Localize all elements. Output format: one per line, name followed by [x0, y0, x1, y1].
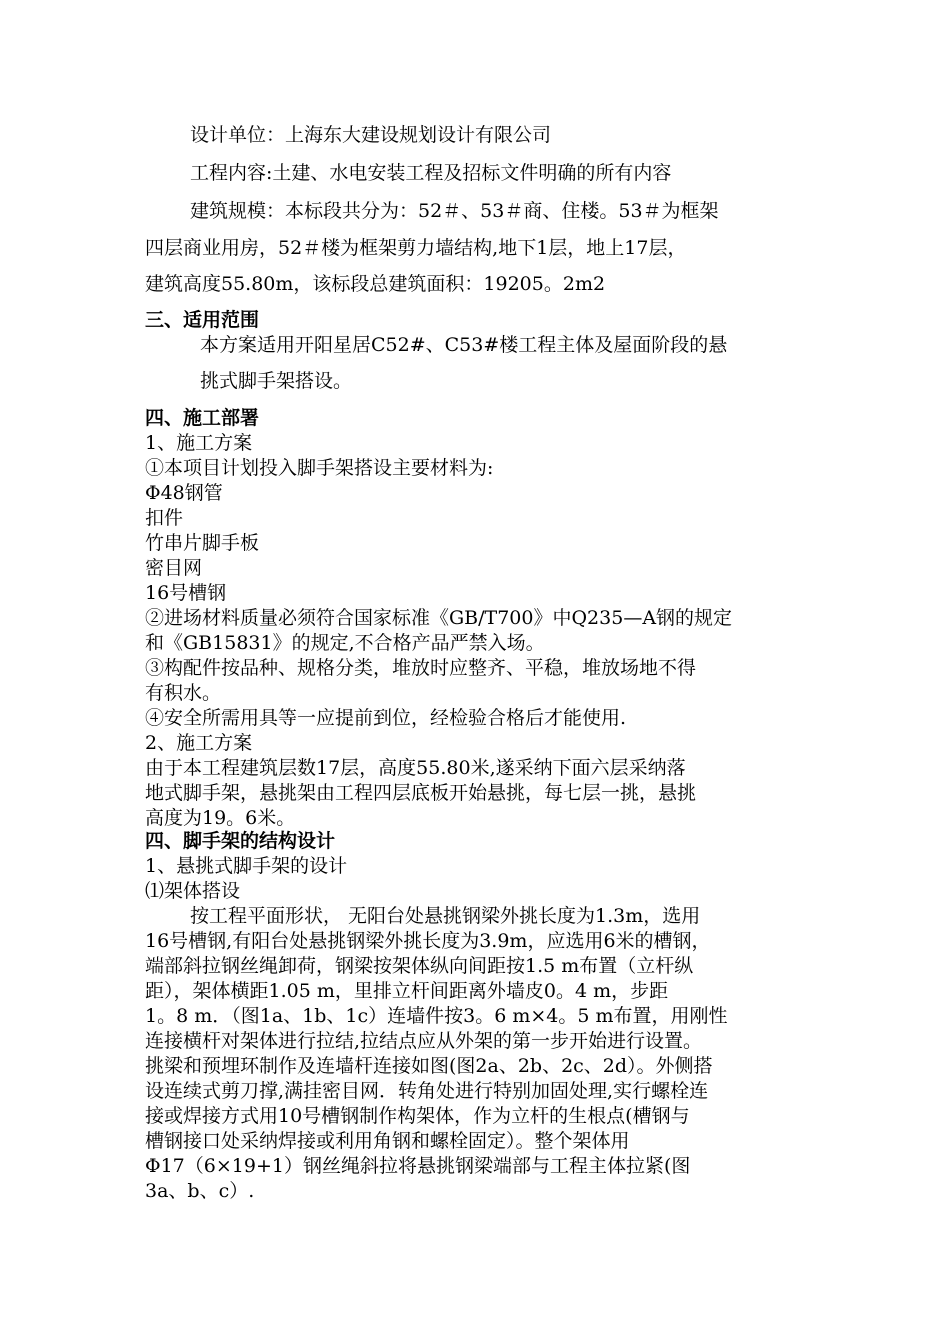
quality-line-2: 和《GB15831》的规定,不合格产品严禁入场。 [145, 632, 545, 654]
storage-line-2: 有积水。 [145, 682, 222, 704]
paragraph-line: 挑梁和预埋环制作及连墙杆连接如图(图2a、2b、2c、2d）。外侧搭 [145, 1055, 713, 1077]
paragraph-line: Φ17（6×19+1）钢丝绳斜拉将悬挑钢梁端部与工程主体拉紧(图 [145, 1155, 691, 1177]
content-line: 工程内容:土建、水电安装工程及招标文件明确的所有内容 [190, 162, 672, 184]
materials-intro: ①本项目计划投入脚手架搭设主要材料为: [145, 457, 494, 479]
paragraph-line: 距），架体横距1.05 m，里排立杆间距离外墙皮0。4 m，步距 [145, 980, 669, 1002]
subheading-frame-erection: ⑴架体搭设 [145, 880, 241, 902]
material-item: 密目网 [145, 557, 203, 579]
scale-line-1: 建筑规模：本标段共分为：52＃、53＃商、住楼。53＃为框架 [190, 200, 719, 222]
design-unit-line: 设计单位：上海东大建设规划设计有限公司 [190, 124, 552, 146]
section-heading-structure: 四、脚手架的结构设计 [145, 830, 336, 852]
scale-line-2: 四层商业用房，52＃楼为框架剪力墙结构,地下1层，地上17层， [145, 237, 687, 259]
plan-line-3: 高度为19。6米。 [145, 807, 296, 829]
material-item: Φ48钢管 [145, 482, 223, 504]
safety-line: ④安全所需用具等一应提前到位，经检验合格后才能使用. [145, 707, 627, 729]
scope-line-2: 挑式脚手架搭设。 [200, 370, 353, 392]
plan-line-1: 由于本工程建筑层数17层，高度55.80米,遂采纳下面六层采纳落 [145, 757, 686, 779]
paragraph-line: 连接横杆对架体进行拉结,拉结点应从外架的第一步开始进行设置。 [145, 1030, 703, 1052]
paragraph-line: 设连续式剪刀撑,满挂密目网．转角处进行特别加固处理,实行螺栓连 [145, 1080, 709, 1102]
scale-line-3: 建筑高度55.80m，该标段总建筑面积：19205。2m2 [145, 273, 606, 295]
material-item: 16号槽钢 [145, 582, 227, 604]
paragraph-line: 3a、b、c）. [145, 1180, 255, 1202]
quality-line-1: ②进场材料质量必须符合国家标准《GB/T700》中Q235—A钢的规定 [145, 607, 733, 629]
section-heading-scope: 三、适用范围 [145, 309, 260, 331]
plan-line-2: 地式脚手架，悬挑架由工程四层底板开始悬挑，每七层一挑，悬挑 [145, 782, 697, 804]
material-item: 竹串片脚手板 [145, 532, 260, 554]
section-heading-deployment: 四、施工部署 [145, 407, 260, 429]
paragraph-line: 1。8 m．（图1a、1b、1c）连墙件按3。6 m×4。5 m布置，用刚性 [145, 1005, 728, 1027]
paragraph-line: 接或焊接方式用10号槽钢制作构架体，作为立杆的生根点(槽钢与 [145, 1105, 690, 1127]
subheading-cantilever-design: 1、悬挑式脚手架的设计 [145, 855, 348, 877]
paragraph-line: 按工程平面形状， 无阳台处悬挑钢梁外挑长度为1.3m，选用 [190, 905, 701, 927]
storage-line-1: ③构配件按品种、规格分类，堆放时应整齐、平稳，堆放场地不得 [145, 657, 697, 679]
scope-line-1: 本方案适用开阳星居C52#、C53#楼工程主体及屋面阶段的悬 [200, 334, 728, 356]
subheading-plan-1: 1、施工方案 [145, 432, 253, 454]
paragraph-line: 槽钢接口处采纳焊接或利用角钢和螺栓固定）。整个架体用 [145, 1130, 630, 1152]
material-item: 扣件 [145, 507, 184, 529]
subheading-plan-2: 2、施工方案 [145, 732, 253, 754]
paragraph-line: 16号槽钢,有阳台处悬挑钢梁外挑长度为3.9m，应选用6米的槽钢， [145, 930, 711, 952]
paragraph-line: 端部斜拉钢丝绳卸荷，钢梁按架体纵向间距按1.5 m布置（立杆纵 [145, 955, 694, 977]
